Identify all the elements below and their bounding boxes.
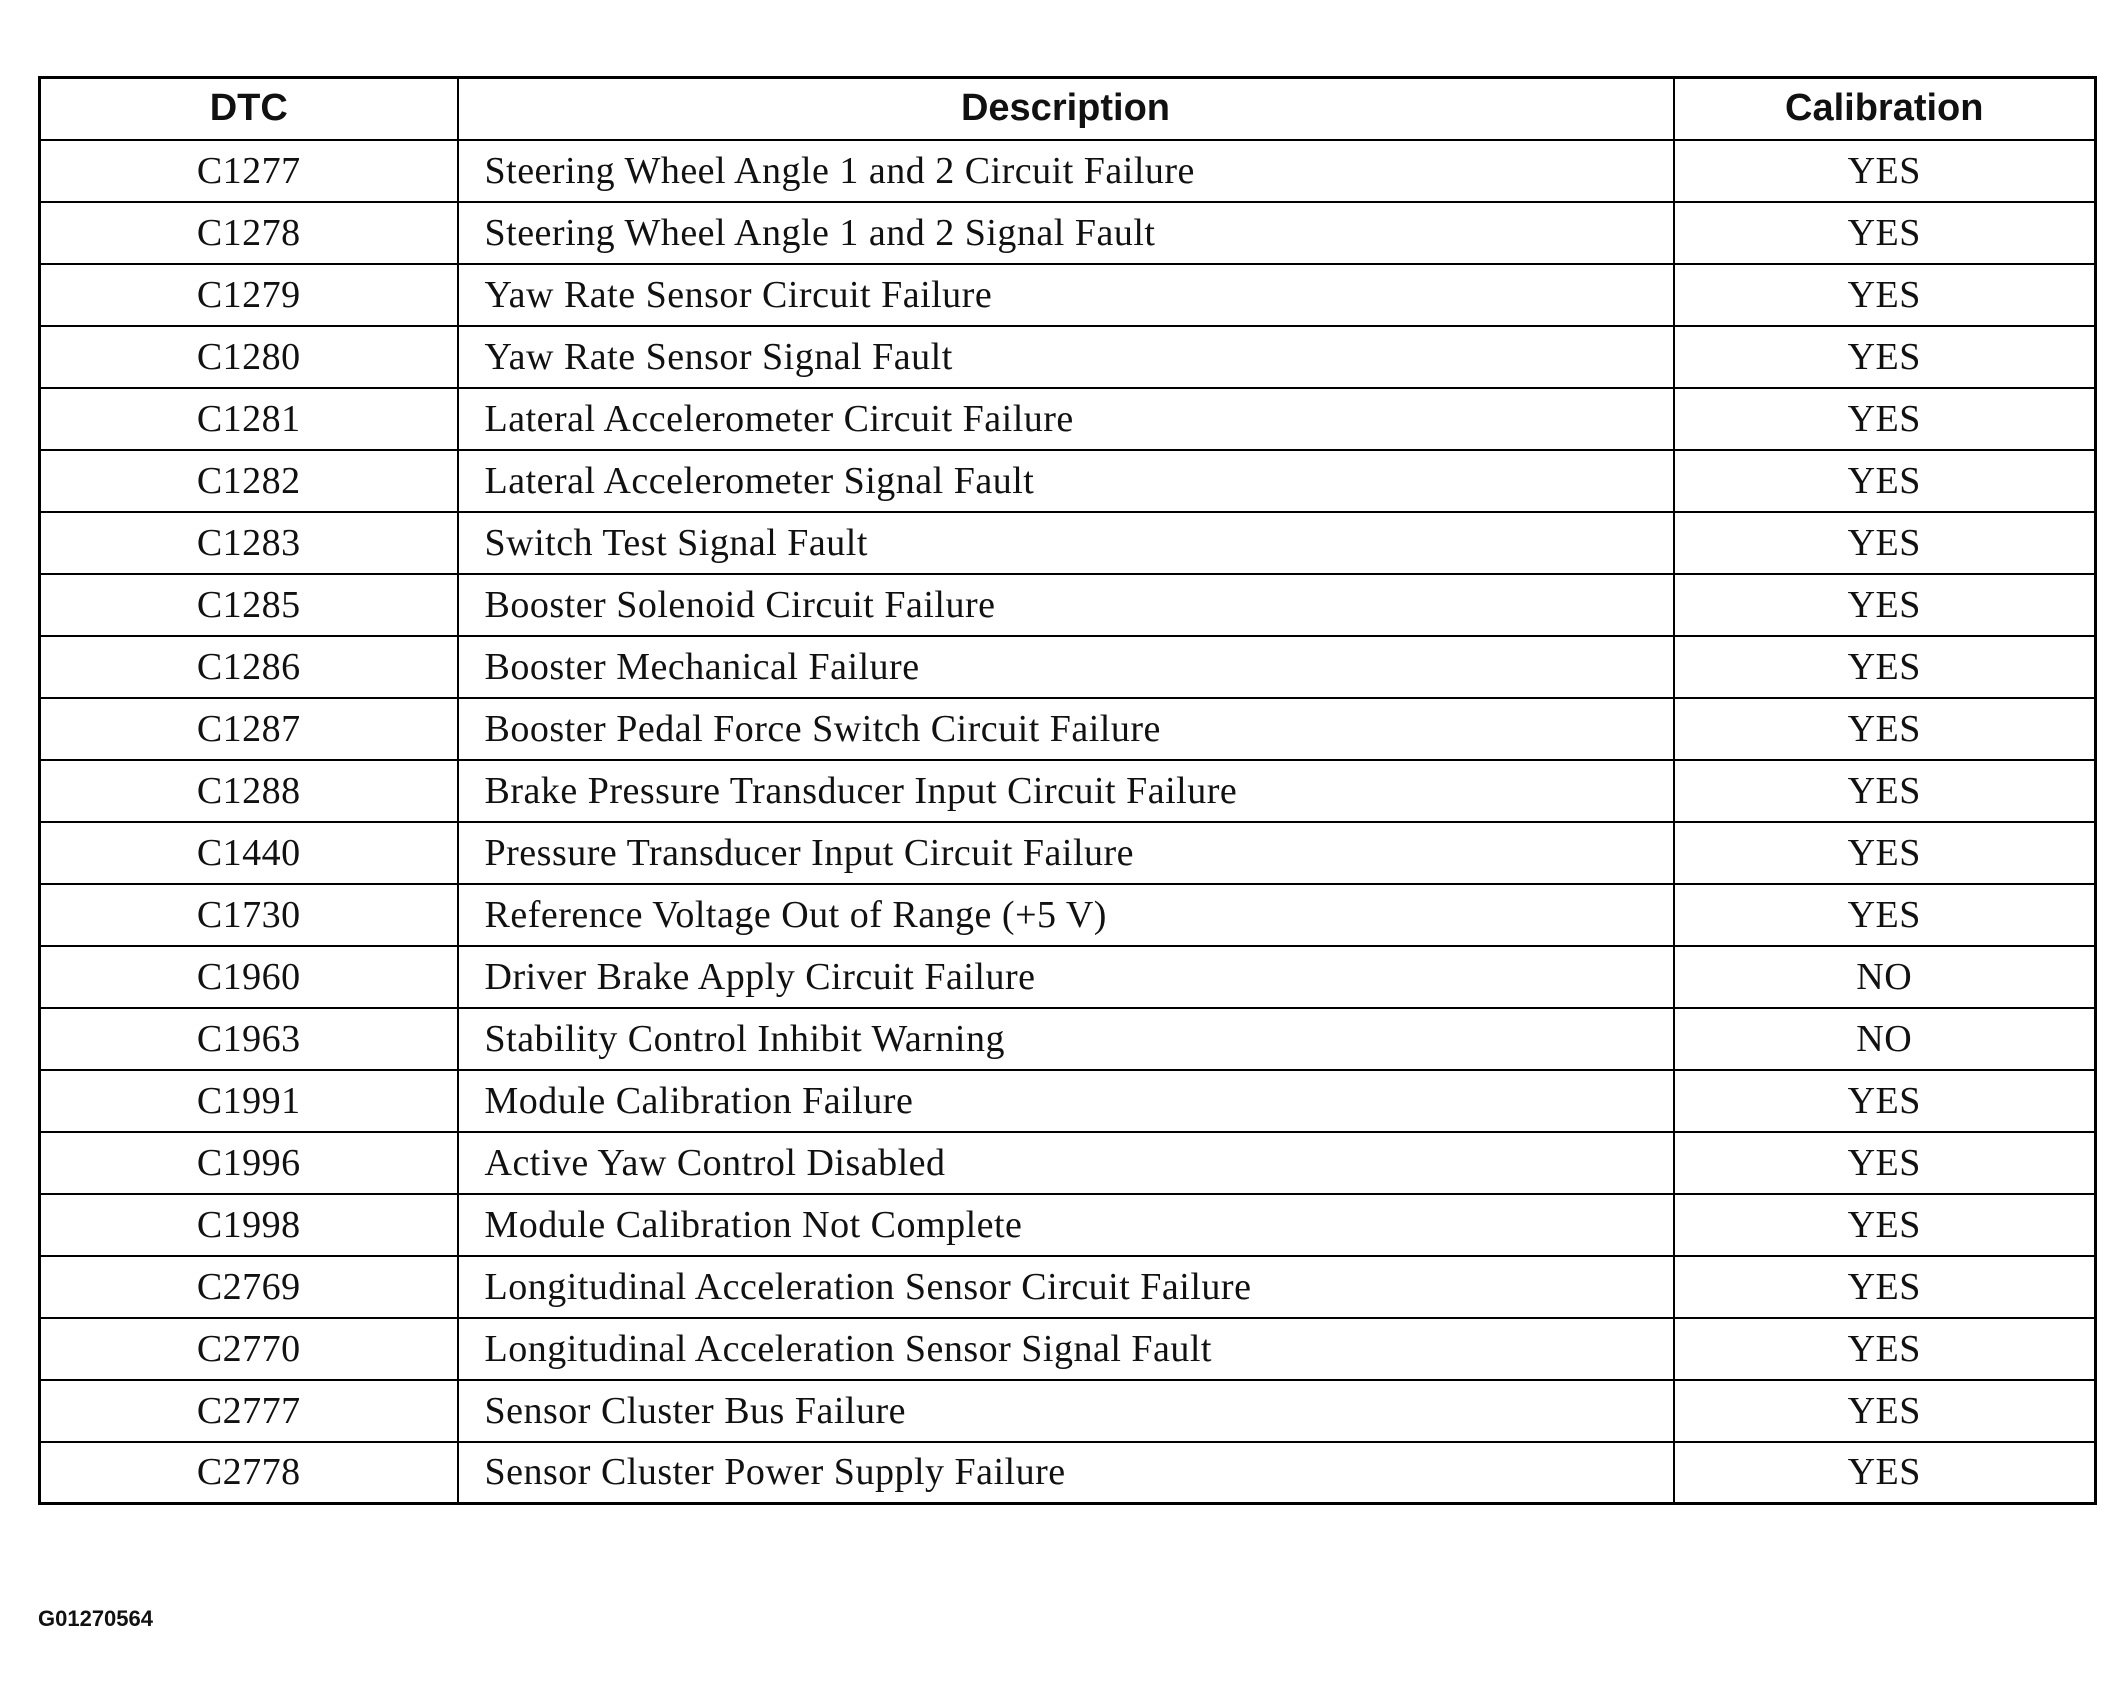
dtc-code-cell: C1281	[40, 388, 458, 450]
calibration-cell: YES	[1674, 1194, 2096, 1256]
dtc-code-cell: C1963	[40, 1008, 458, 1070]
calibration-cell: YES	[1674, 1318, 2096, 1380]
calibration-cell: YES	[1674, 264, 2096, 326]
calibration-cell: YES	[1674, 760, 2096, 822]
table-row	[40, 264, 2096, 326]
dtc-code-cell: C1286	[40, 636, 458, 698]
description-cell: Longitudinal Acceleration Sensor Circuit Failure	[458, 1256, 1674, 1318]
calibration-cell: YES	[1674, 1442, 2096, 1504]
table-row	[40, 388, 2096, 450]
dtc-code-cell: C1287	[40, 698, 458, 760]
calibration-cell: NO	[1674, 946, 2096, 1008]
table-row	[40, 1380, 2096, 1442]
description-cell: Brake Pressure Transducer Input Circuit Failure	[458, 760, 1674, 822]
table-row	[40, 946, 2096, 1008]
description-cell: Lateral Accelerometer Signal Fault	[458, 450, 1674, 512]
table-row	[40, 1256, 2096, 1318]
dtc-table	[38, 76, 2097, 1505]
calibration-cell: YES	[1674, 574, 2096, 636]
header-calibration: Calibration	[1674, 78, 2096, 140]
description-cell: Switch Test Signal Fault	[458, 512, 1674, 574]
calibration-cell: NO	[1674, 1008, 2096, 1070]
header-dtc: DTC	[40, 78, 458, 140]
description-cell: Driver Brake Apply Circuit Failure	[458, 946, 1674, 1008]
dtc-code-cell: C1991	[40, 1070, 458, 1132]
table-row	[40, 326, 2096, 388]
table-header	[40, 78, 2096, 140]
dtc-code-cell: C1960	[40, 946, 458, 1008]
table-row	[40, 760, 2096, 822]
calibration-cell: YES	[1674, 698, 2096, 760]
dtc-code-cell: C1283	[40, 512, 458, 574]
table-row	[40, 636, 2096, 698]
description-cell: Steering Wheel Angle 1 and 2 Signal Fault	[458, 202, 1674, 264]
dtc-code-cell: C1288	[40, 760, 458, 822]
dtc-code-cell: C1998	[40, 1194, 458, 1256]
table-row	[40, 1070, 2096, 1132]
dtc-code-cell: C2778	[40, 1442, 458, 1504]
table-row	[40, 698, 2096, 760]
calibration-cell: YES	[1674, 1380, 2096, 1442]
table-row	[40, 140, 2096, 202]
dtc-code-cell: C1285	[40, 574, 458, 636]
calibration-cell: YES	[1674, 884, 2096, 946]
calibration-cell: YES	[1674, 326, 2096, 388]
description-cell: Booster Mechanical Failure	[458, 636, 1674, 698]
calibration-cell: YES	[1674, 822, 2096, 884]
calibration-cell: YES	[1674, 1132, 2096, 1194]
description-cell: Module Calibration Failure	[458, 1070, 1674, 1132]
dtc-code-cell: C1730	[40, 884, 458, 946]
dtc-code-cell: C2769	[40, 1256, 458, 1318]
table-row	[40, 1132, 2096, 1194]
description-cell: Sensor Cluster Power Supply Failure	[458, 1442, 1674, 1504]
table-row	[40, 1442, 2096, 1504]
description-cell: Pressure Transducer Input Circuit Failure	[458, 822, 1674, 884]
description-cell: Steering Wheel Angle 1 and 2 Circuit Failure	[458, 140, 1674, 202]
figure-id: G01270564	[38, 1606, 153, 1631]
description-cell: Module Calibration Not Complete	[458, 1194, 1674, 1256]
header-row	[40, 78, 2096, 140]
description-cell: Yaw Rate Sensor Circuit Failure	[458, 264, 1674, 326]
dtc-code-cell: C1277	[40, 140, 458, 202]
table-row	[40, 202, 2096, 264]
dtc-code-cell: C2777	[40, 1380, 458, 1442]
calibration-cell: YES	[1674, 202, 2096, 264]
dtc-code-cell: C1279	[40, 264, 458, 326]
table-row	[40, 1008, 2096, 1070]
dtc-code-cell: C1282	[40, 450, 458, 512]
table-row	[40, 1194, 2096, 1256]
header-description: Description	[458, 78, 1674, 140]
description-cell: Booster Pedal Force Switch Circuit Failure	[458, 698, 1674, 760]
dtc-code-cell: C1278	[40, 202, 458, 264]
calibration-cell: YES	[1674, 450, 2096, 512]
table-row	[40, 512, 2096, 574]
dtc-code-cell: C1996	[40, 1132, 458, 1194]
calibration-cell: YES	[1674, 140, 2096, 202]
description-cell: Active Yaw Control Disabled	[458, 1132, 1674, 1194]
description-cell: Yaw Rate Sensor Signal Fault	[458, 326, 1674, 388]
calibration-cell: YES	[1674, 1256, 2096, 1318]
description-cell: Reference Voltage Out of Range (+5 V)	[458, 884, 1674, 946]
table-row	[40, 884, 2096, 946]
description-cell: Booster Solenoid Circuit Failure	[458, 574, 1674, 636]
table-row	[40, 822, 2096, 884]
calibration-cell: YES	[1674, 636, 2096, 698]
table-row	[40, 450, 2096, 512]
table-row	[40, 574, 2096, 636]
dtc-code-cell: C2770	[40, 1318, 458, 1380]
table-body	[40, 140, 2096, 1504]
description-cell: Lateral Accelerometer Circuit Failure	[458, 388, 1674, 450]
description-cell: Stability Control Inhibit Warning	[458, 1008, 1674, 1070]
dtc-code-cell: C1440	[40, 822, 458, 884]
calibration-cell: YES	[1674, 1070, 2096, 1132]
calibration-cell: YES	[1674, 512, 2096, 574]
table-row	[40, 1318, 2096, 1380]
calibration-cell: YES	[1674, 388, 2096, 450]
description-cell: Sensor Cluster Bus Failure	[458, 1380, 1674, 1442]
description-cell: Longitudinal Acceleration Sensor Signal Fault	[458, 1318, 1674, 1380]
dtc-code-cell: C1280	[40, 326, 458, 388]
